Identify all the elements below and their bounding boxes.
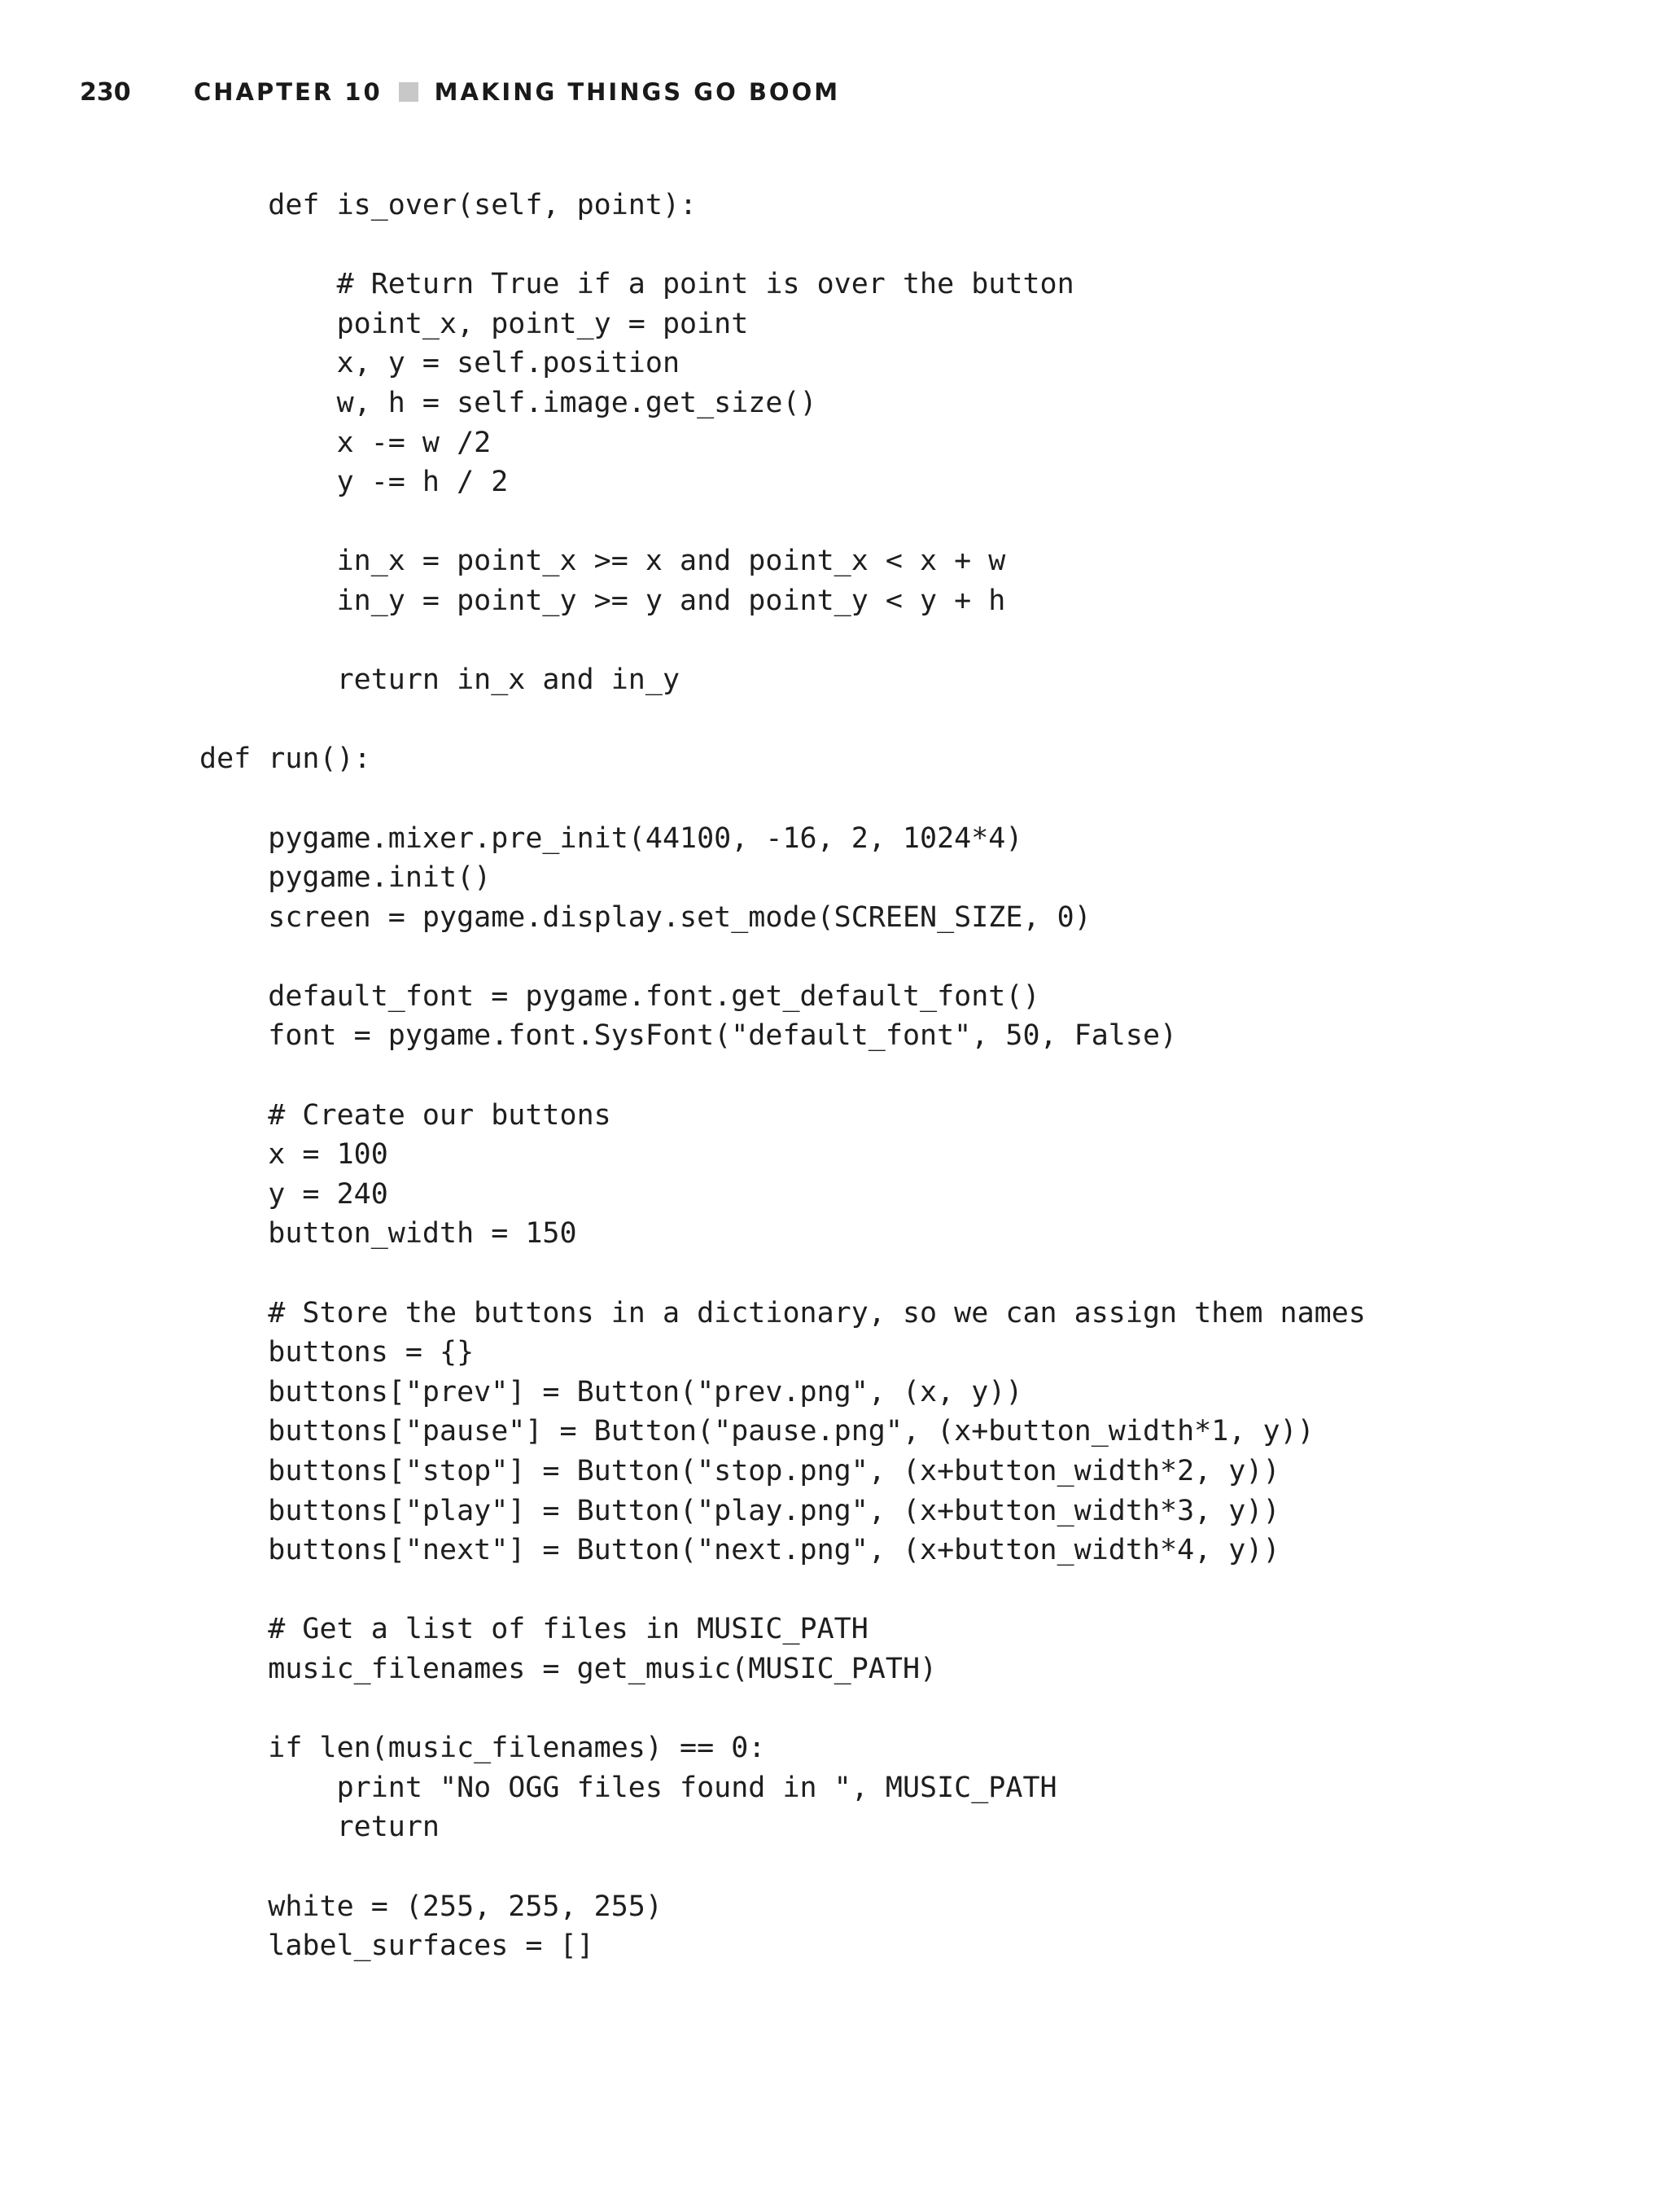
code-line: buttons["next"] = Button("next.png", (x+button_width*4, y)) [199,1534,1280,1567]
code-line [199,502,1366,542]
code-line: # Create our buttons [199,1098,611,1132]
code-line: point_x, point_y = point [199,307,749,340]
code-line: # Return True if a point is over the button [199,268,1074,301]
code-line: buttons["stop"] = Button("stop.png", (x+button_width*2, y)) [199,1455,1280,1487]
header-separator-square [399,82,418,102]
code-line: # Store the buttons in a dictionary, so we can assign them names [199,1296,1366,1329]
code-line [199,1570,1366,1610]
code-listing [199,186,1366,1966]
code-line: in_x = point_x >= x and point_x < x + w [199,545,1006,578]
page-number: 230 [80,77,131,107]
code-line [199,1056,1366,1096]
code-line [199,1689,1366,1729]
code-line [199,1847,1366,1887]
code-line: buttons["play"] = Button("play.png", (x+button_width*3, y)) [199,1494,1280,1527]
code-line: return in_x and in_y [199,664,680,697]
code-line: music_filenames = get_music(MUSIC_PATH) [199,1652,938,1685]
code-line: pygame.init() [199,861,492,895]
code-line: buttons = {} [199,1336,475,1369]
code-line: white = (255, 255, 255) [199,1890,663,1923]
code-line: label_surfaces = [] [199,1929,594,1963]
code-line: screen = pygame.display.set_mode(SCREEN_SIZE, 0) [199,900,1092,934]
code-line [199,1254,1366,1294]
chapter-label: CHAPTER 10 [194,78,383,106]
code-line: x -= w /2 [199,426,492,459]
code-line: y = 240 [199,1177,388,1211]
code-line: button_width = 150 [199,1217,577,1251]
code-line [199,621,1366,661]
code-line: pygame.mixer.pre_init(44100, -16, 2, 1024*4) [199,821,1023,855]
code-line: if len(music_filenames) == 0: [199,1732,766,1765]
code-line: font = pygame.font.SysFont("default_font", 50, False) [199,1019,1178,1053]
code-line: def is_over(self, point): [199,189,698,221]
code-line: default_font = pygame.font.get_default_font() [199,979,1040,1013]
code-line [199,226,1366,265]
page-header [80,76,840,108]
code-line: return [199,1811,440,1844]
code-line: buttons["pause"] = Button("pause.png", (x+button_width*1, y)) [199,1415,1315,1448]
code-line [199,779,1366,819]
code-line [199,937,1366,977]
code-line: in_y = point_y >= y and point_y < y + h [199,584,1006,617]
code-line: w, h = self.image.get_size() [199,386,817,419]
code-line: def run(): [199,742,371,776]
chapter-title: MAKING THINGS GO BOOM [434,78,841,106]
code-line: # Get a list of files in MUSIC_PATH [199,1613,869,1646]
code-line: x, y = self.position [199,347,680,380]
code-line: x = 100 [199,1138,388,1172]
code-line: buttons["prev"] = Button("prev.png", (x, y)) [199,1375,1023,1408]
code-line: y -= h / 2 [199,466,509,499]
code-line [199,700,1366,740]
code-line: print "No OGG files found in ", MUSIC_PATH [199,1771,1057,1804]
